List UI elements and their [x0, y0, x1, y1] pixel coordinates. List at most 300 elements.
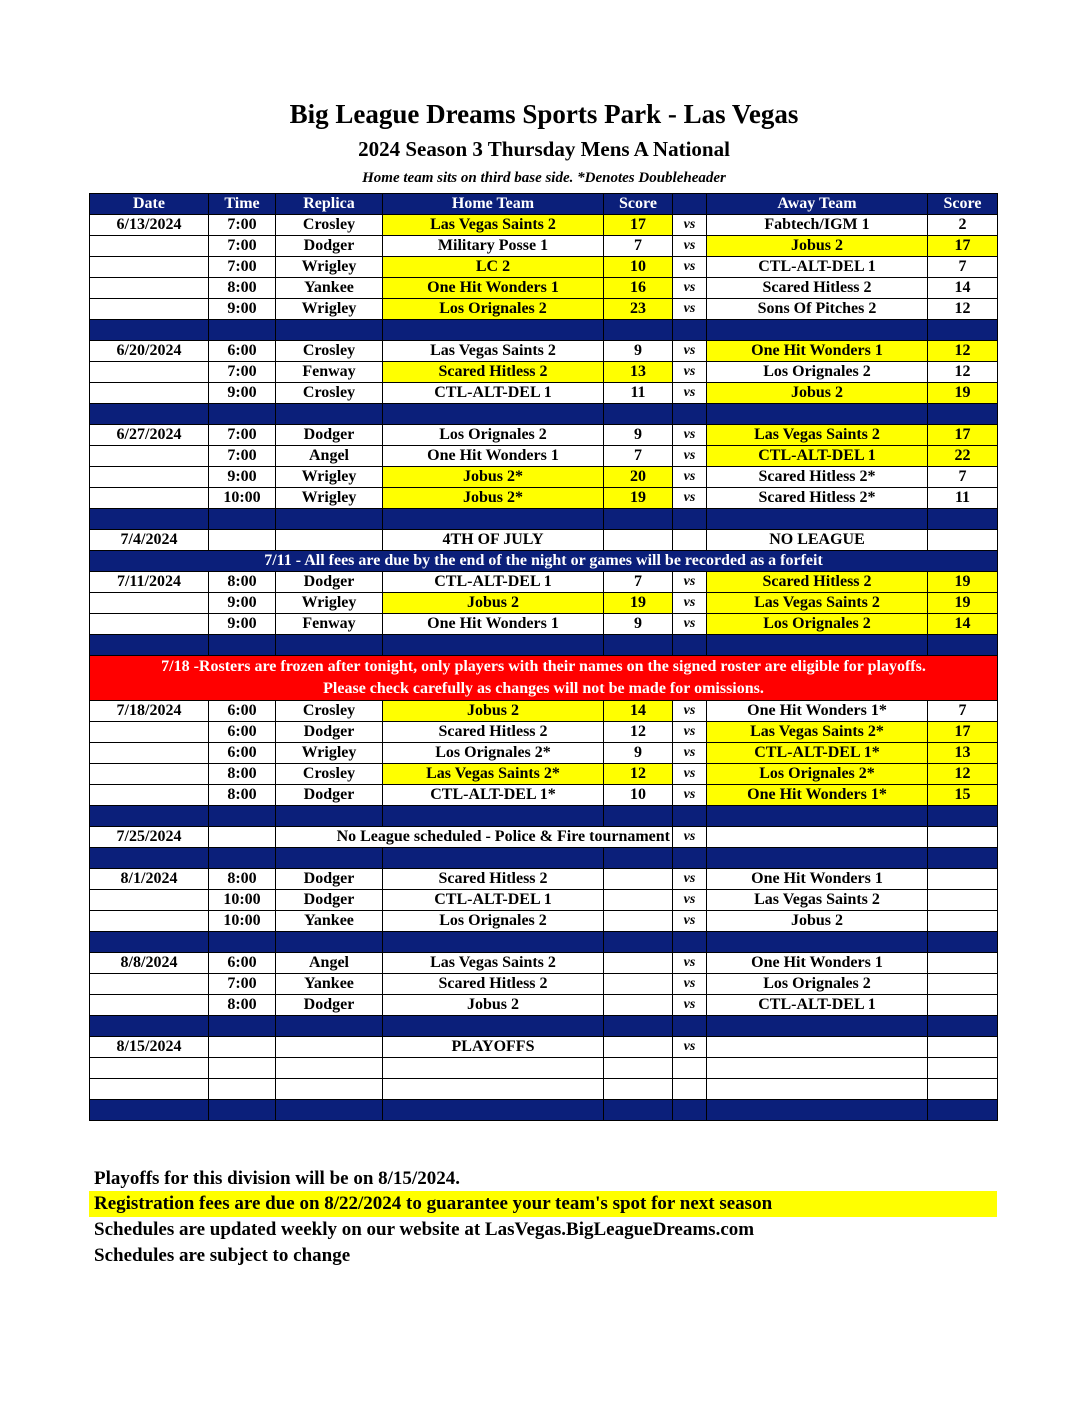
away-team: Jobus 2 — [707, 383, 928, 404]
away-score: 7 — [928, 701, 998, 722]
separator-cell — [673, 932, 707, 953]
away-team: Las Vegas Saints 2 — [707, 425, 928, 446]
table-row — [90, 614, 998, 635]
game-time — [209, 1037, 276, 1058]
game-date: 8/8/2024 — [90, 953, 209, 974]
vs-label: vs — [673, 341, 707, 362]
vs-label: vs — [673, 743, 707, 764]
home-team: Jobus 2* — [383, 488, 604, 509]
game-date — [90, 890, 209, 911]
vs-label: vs — [673, 953, 707, 974]
separator-cell — [90, 806, 209, 827]
away-score: 7 — [928, 257, 998, 278]
separator-cell — [707, 1100, 928, 1121]
vs-label: vs — [673, 614, 707, 635]
fees-notice: 7/11 - All fees are due by the end of the night or games will be recorded as a forfeit — [90, 551, 998, 572]
field-replica: Dodger — [276, 236, 383, 257]
away-score: 15 — [928, 785, 998, 806]
away-score — [928, 827, 998, 848]
separator-cell — [604, 404, 673, 425]
home-team: One Hit Wonders 1 — [383, 278, 604, 299]
separator-cell — [383, 509, 604, 530]
home-team: Los Orignales 2* — [383, 743, 604, 764]
away-score: 12 — [928, 341, 998, 362]
game-time: 6:00 — [209, 722, 276, 743]
separator-cell — [673, 1016, 707, 1037]
page-title: Big League Dreams Sports Park - Las Vegas — [289, 99, 799, 129]
separator-cell — [604, 635, 673, 656]
home-score: 9 — [604, 614, 673, 635]
vs-label: vs — [673, 593, 707, 614]
field-replica: Wrigley — [276, 743, 383, 764]
footer-website-note: Schedules are updated weekly on our website at LasVegas.BigLeagueDreams.com — [94, 1219, 755, 1240]
vs-label: vs — [673, 236, 707, 257]
home-score: 12 — [604, 722, 673, 743]
home-score — [604, 1037, 673, 1058]
away-score — [928, 1079, 998, 1100]
away-score — [928, 974, 998, 995]
separator-cell — [209, 509, 276, 530]
table-row — [90, 911, 998, 932]
game-time — [209, 827, 276, 848]
week-separator-row — [90, 932, 998, 953]
home-score: 10 — [604, 257, 673, 278]
table-row — [90, 299, 998, 320]
away-score: 2 — [928, 215, 998, 236]
table-row — [90, 890, 998, 911]
separator-cell — [928, 1016, 998, 1037]
home-team: Las Vegas Saints 2 — [383, 215, 604, 236]
col-header-replica: Replica — [276, 194, 383, 215]
away-team: One Hit Wonders 1 — [707, 341, 928, 362]
away-score — [928, 869, 998, 890]
week-separator-row — [90, 848, 998, 869]
vs-label: vs — [673, 278, 707, 299]
game-time: 8:00 — [209, 572, 276, 593]
away-team: One Hit Wonders 1 — [707, 869, 928, 890]
separator-cell — [604, 848, 673, 869]
field-replica: Dodger — [276, 722, 383, 743]
separator-cell — [673, 509, 707, 530]
separator-cell — [276, 932, 383, 953]
home-team: Military Posse 1 — [383, 236, 604, 257]
game-date: 7/25/2024 — [90, 827, 209, 848]
table-row — [90, 446, 998, 467]
game-date — [90, 785, 209, 806]
game-time: 7:00 — [209, 446, 276, 467]
vs-label: vs — [673, 362, 707, 383]
field-replica: Crosley — [276, 341, 383, 362]
week-separator-row — [90, 404, 998, 425]
game-date — [90, 278, 209, 299]
roster-alert-line: 7/18 -Rosters are frozen after tonight, only players with their names on the signed roster are eligible for playoffs. — [161, 658, 926, 675]
field-replica: Wrigley — [276, 488, 383, 509]
game-time: 10:00 — [209, 911, 276, 932]
table-row — [90, 425, 998, 446]
separator-cell — [90, 1016, 209, 1037]
away-team — [707, 1058, 928, 1079]
separator-cell — [928, 848, 998, 869]
game-date — [90, 488, 209, 509]
home-score: 9 — [604, 743, 673, 764]
game-time: 7:00 — [209, 425, 276, 446]
separator-cell — [209, 806, 276, 827]
table-row — [90, 869, 998, 890]
no-league-notice: No League scheduled - Police & Fire tournament — [276, 827, 673, 848]
home-team: CTL-ALT-DEL 1 — [383, 383, 604, 404]
table-row — [90, 530, 998, 551]
table-row — [90, 383, 998, 404]
vs-label: vs — [673, 974, 707, 995]
separator-cell — [928, 404, 998, 425]
separator-cell — [707, 404, 928, 425]
home-team: CTL-ALT-DEL 1 — [383, 890, 604, 911]
field-replica: Dodger — [276, 785, 383, 806]
home-team: Scared Hitless 2 — [383, 869, 604, 890]
game-date: 7/11/2024 — [90, 572, 209, 593]
away-score: 17 — [928, 236, 998, 257]
home-score — [604, 869, 673, 890]
home-team: One Hit Wonders 1 — [383, 614, 604, 635]
home-score: 7 — [604, 236, 673, 257]
away-score: 11 — [928, 488, 998, 509]
home-score: 7 — [604, 446, 673, 467]
game-time: 8:00 — [209, 869, 276, 890]
field-replica: Yankee — [276, 974, 383, 995]
vs-label: vs — [673, 446, 707, 467]
separator-cell — [604, 509, 673, 530]
separator-cell — [673, 404, 707, 425]
game-date: 6/27/2024 — [90, 425, 209, 446]
field-replica: Dodger — [276, 572, 383, 593]
home-team: One Hit Wonders 1 — [383, 446, 604, 467]
away-score: 14 — [928, 278, 998, 299]
game-time — [209, 1079, 276, 1100]
field-replica: Fenway — [276, 614, 383, 635]
vs-label: vs — [673, 425, 707, 446]
separator-cell — [209, 635, 276, 656]
game-date — [90, 614, 209, 635]
away-team: CTL-ALT-DEL 1 — [707, 446, 928, 467]
game-time: 6:00 — [209, 953, 276, 974]
away-team: NO LEAGUE — [707, 530, 928, 551]
game-time: 9:00 — [209, 467, 276, 488]
away-score: 19 — [928, 572, 998, 593]
separator-cell — [928, 320, 998, 341]
home-score: 13 — [604, 362, 673, 383]
home-score — [604, 911, 673, 932]
game-time: 9:00 — [209, 299, 276, 320]
field-replica — [276, 1058, 383, 1079]
separator-cell — [90, 635, 209, 656]
home-team: 4TH OF JULY — [383, 530, 604, 551]
table-row — [90, 1079, 998, 1100]
game-date — [90, 974, 209, 995]
vs-label: vs — [673, 995, 707, 1016]
field-replica: Dodger — [276, 890, 383, 911]
game-time: 7:00 — [209, 362, 276, 383]
home-score: 12 — [604, 764, 673, 785]
home-team: Los Orignales 2 — [383, 911, 604, 932]
field-replica: Crosley — [276, 764, 383, 785]
table-row — [90, 236, 998, 257]
away-score — [928, 953, 998, 974]
table-row — [90, 467, 998, 488]
away-team: Scared Hitless 2 — [707, 278, 928, 299]
field-replica: Wrigley — [276, 467, 383, 488]
game-date — [90, 743, 209, 764]
away-score: 22 — [928, 446, 998, 467]
home-team — [383, 1079, 604, 1100]
week-separator-row — [90, 320, 998, 341]
away-score — [928, 911, 998, 932]
home-score — [604, 890, 673, 911]
field-replica: Crosley — [276, 701, 383, 722]
home-team: Las Vegas Saints 2* — [383, 764, 604, 785]
game-time: 8:00 — [209, 785, 276, 806]
home-team: Los Orignales 2 — [383, 425, 604, 446]
away-team: Scared Hitless 2* — [707, 488, 928, 509]
roster-alert-row — [90, 656, 998, 701]
home-team: Jobus 2 — [383, 701, 604, 722]
field-replica — [276, 530, 383, 551]
separator-cell — [928, 635, 998, 656]
footer-registration-note: Registration fees are due on 8/22/2024 to guarantee your team's spot for next season — [89, 1191, 997, 1217]
game-time: 8:00 — [209, 995, 276, 1016]
away-score: 12 — [928, 299, 998, 320]
vs-label: vs — [673, 785, 707, 806]
game-date — [90, 446, 209, 467]
separator-cell — [604, 320, 673, 341]
separator-cell — [707, 1016, 928, 1037]
separator-cell — [604, 1100, 673, 1121]
table-row — [90, 953, 998, 974]
separator-cell — [90, 320, 209, 341]
table-row — [90, 974, 998, 995]
home-team — [383, 1058, 604, 1079]
field-replica: Fenway — [276, 362, 383, 383]
separator-cell — [276, 320, 383, 341]
away-team: Fabtech/IGM 1 — [707, 215, 928, 236]
table-row — [90, 341, 998, 362]
game-date — [90, 593, 209, 614]
field-replica: Wrigley — [276, 593, 383, 614]
game-time — [209, 530, 276, 551]
home-score: 16 — [604, 278, 673, 299]
away-score: 17 — [928, 722, 998, 743]
home-score: 19 — [604, 488, 673, 509]
separator-cell — [383, 806, 604, 827]
vs-label — [673, 530, 707, 551]
table-row — [90, 593, 998, 614]
game-time: 9:00 — [209, 614, 276, 635]
separator-cell — [928, 509, 998, 530]
footer-change-note: Schedules are subject to change — [94, 1245, 351, 1266]
away-team: One Hit Wonders 1 — [707, 953, 928, 974]
week-separator-row — [90, 806, 998, 827]
game-date — [90, 299, 209, 320]
game-time: 6:00 — [209, 743, 276, 764]
game-date — [90, 1079, 209, 1100]
away-team: Los Orignales 2 — [707, 362, 928, 383]
game-time: 7:00 — [209, 215, 276, 236]
table-header-row — [90, 194, 998, 215]
week-separator-row — [90, 635, 998, 656]
table-row — [90, 572, 998, 593]
week-separator-row — [90, 1016, 998, 1037]
home-score: 17 — [604, 215, 673, 236]
home-team: CTL-ALT-DEL 1* — [383, 785, 604, 806]
separator-cell — [276, 1100, 383, 1121]
week-separator-row — [90, 1100, 998, 1121]
table-row — [90, 743, 998, 764]
game-date — [90, 362, 209, 383]
away-team: One Hit Wonders 1* — [707, 701, 928, 722]
game-time: 8:00 — [209, 764, 276, 785]
game-date — [90, 764, 209, 785]
field-replica: Wrigley — [276, 257, 383, 278]
vs-label: vs — [673, 572, 707, 593]
table-row — [90, 1058, 998, 1079]
roster-alert — [90, 656, 998, 701]
away-score: 7 — [928, 467, 998, 488]
home-team: Jobus 2 — [383, 995, 604, 1016]
table-row — [90, 995, 998, 1016]
vs-label: vs — [673, 299, 707, 320]
separator-cell — [90, 509, 209, 530]
game-date: 7/18/2024 — [90, 701, 209, 722]
home-score — [604, 1058, 673, 1079]
game-date — [90, 236, 209, 257]
home-score: 9 — [604, 341, 673, 362]
separator-cell — [604, 932, 673, 953]
game-time: 7:00 — [209, 236, 276, 257]
home-score: 23 — [604, 299, 673, 320]
col-header-home-score: Score — [604, 194, 673, 215]
home-team: Scared Hitless 2 — [383, 722, 604, 743]
game-date: 6/20/2024 — [90, 341, 209, 362]
col-header-home-team: Home Team — [383, 194, 604, 215]
table-row — [90, 278, 998, 299]
separator-cell — [673, 320, 707, 341]
vs-label — [673, 1058, 707, 1079]
field-replica: Crosley — [276, 215, 383, 236]
separator-cell — [90, 404, 209, 425]
table-row — [90, 1037, 998, 1058]
table-row — [90, 701, 998, 722]
home-score: 10 — [604, 785, 673, 806]
table-row — [90, 785, 998, 806]
away-team: One Hit Wonders 1* — [707, 785, 928, 806]
vs-label: vs — [673, 215, 707, 236]
separator-cell — [209, 848, 276, 869]
separator-cell — [276, 509, 383, 530]
page-subtitle: 2024 Season 3 Thursday Mens A National — [358, 137, 730, 161]
away-team: Las Vegas Saints 2 — [707, 593, 928, 614]
footer-playoffs-note: Playoffs for this division will be on 8/15/2024. — [94, 1168, 460, 1189]
vs-label: vs — [673, 488, 707, 509]
separator-cell — [707, 635, 928, 656]
field-replica: Yankee — [276, 911, 383, 932]
separator-cell — [276, 848, 383, 869]
field-replica: Dodger — [276, 425, 383, 446]
field-replica: Angel — [276, 953, 383, 974]
vs-label: vs — [673, 1037, 707, 1058]
game-date — [90, 995, 209, 1016]
separator-cell — [276, 404, 383, 425]
home-score: 14 — [604, 701, 673, 722]
separator-cell — [673, 848, 707, 869]
away-team: Sons Of Pitches 2 — [707, 299, 928, 320]
game-time: 7:00 — [209, 257, 276, 278]
home-team: Las Vegas Saints 2 — [383, 953, 604, 974]
table-row — [90, 488, 998, 509]
col-header-time: Time — [209, 194, 276, 215]
vs-label: vs — [673, 890, 707, 911]
away-score — [928, 890, 998, 911]
game-date — [90, 383, 209, 404]
separator-cell — [383, 404, 604, 425]
col-header-away-score: Score — [928, 194, 998, 215]
table-row — [90, 827, 998, 848]
separator-cell — [707, 320, 928, 341]
separator-cell — [209, 1100, 276, 1121]
field-replica: Angel — [276, 446, 383, 467]
away-team: Los Orignales 2* — [707, 764, 928, 785]
home-team: Las Vegas Saints 2 — [383, 341, 604, 362]
table-row — [90, 362, 998, 383]
vs-label: vs — [673, 722, 707, 743]
separator-cell — [707, 932, 928, 953]
col-header-away-team: Away Team — [707, 194, 928, 215]
away-team — [707, 827, 928, 848]
separator-cell — [383, 635, 604, 656]
separator-cell — [707, 848, 928, 869]
vs-label — [673, 1079, 707, 1100]
separator-cell — [90, 932, 209, 953]
separator-cell — [383, 848, 604, 869]
separator-cell — [383, 320, 604, 341]
schedule-note: Home team sits on third base side. *Denotes Doubleheader — [362, 170, 726, 186]
away-score — [928, 995, 998, 1016]
home-score: 9 — [604, 425, 673, 446]
separator-cell — [209, 320, 276, 341]
col-header-date: Date — [90, 194, 209, 215]
away-score: 12 — [928, 764, 998, 785]
away-team — [707, 1079, 928, 1100]
field-replica: Crosley — [276, 383, 383, 404]
game-time: 6:00 — [209, 701, 276, 722]
separator-cell — [90, 848, 209, 869]
away-team: Los Orignales 2 — [707, 974, 928, 995]
field-replica: Dodger — [276, 869, 383, 890]
separator-cell — [604, 806, 673, 827]
away-team: Las Vegas Saints 2* — [707, 722, 928, 743]
vs-label: vs — [673, 467, 707, 488]
roster-alert-line: Please check carefully as changes will not be made for omissions. — [323, 680, 764, 697]
separator-cell — [209, 404, 276, 425]
away-team — [707, 1037, 928, 1058]
separator-cell — [928, 806, 998, 827]
game-date — [90, 722, 209, 743]
field-replica — [276, 1037, 383, 1058]
schedule-table — [89, 193, 998, 1121]
field-replica — [276, 1079, 383, 1100]
game-time: 8:00 — [209, 278, 276, 299]
away-team: Los Orignales 2 — [707, 614, 928, 635]
game-date: 8/15/2024 — [90, 1037, 209, 1058]
separator-cell — [209, 932, 276, 953]
